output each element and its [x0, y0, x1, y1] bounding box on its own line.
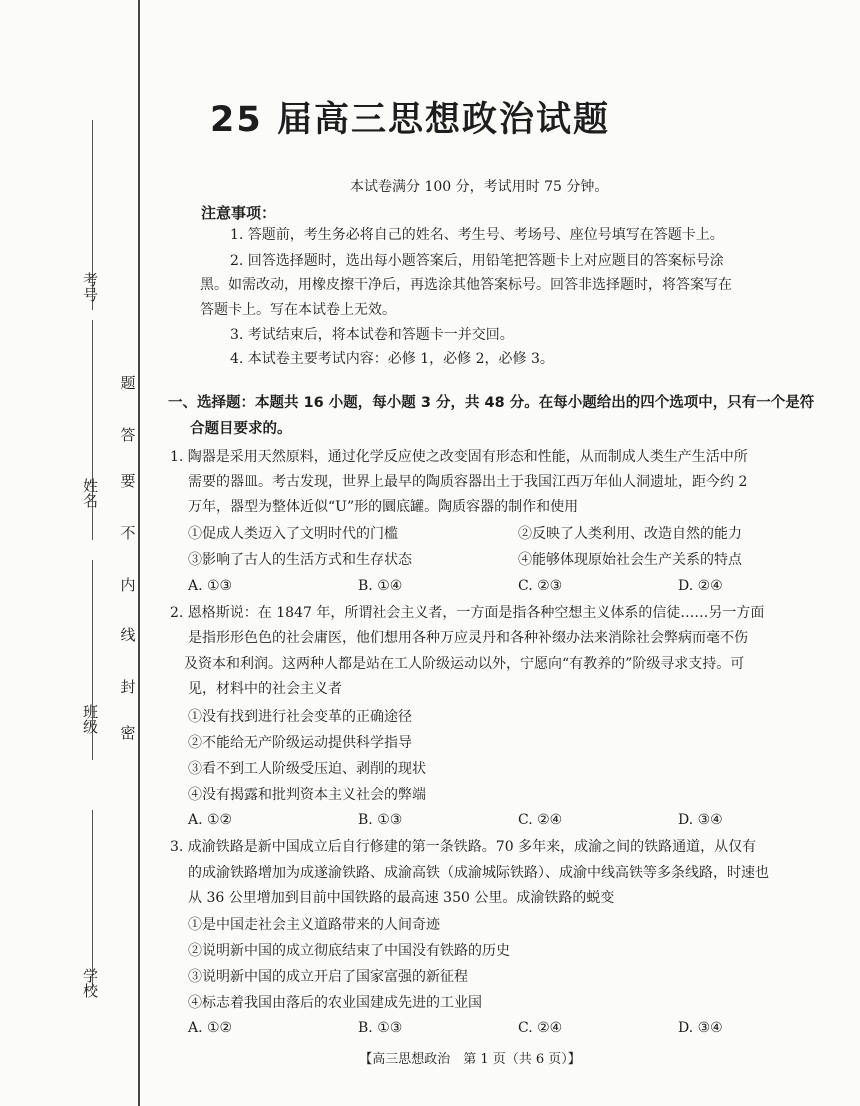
- question-3-option: C. ②④: [518, 1020, 563, 1036]
- question-3-statement: ④标志着我国由落后的农业国建成先进的工业国: [188, 995, 482, 1011]
- seal-char: 线: [120, 626, 136, 644]
- question-2-line: 是指形形色色的社会庸医，他们想用各种万应灵丹和各种补缀办法来消除社会弊病而毫不伤: [188, 630, 748, 646]
- notice-line: 4. 本试卷主要考试内容：必修 1，必修 2，必修 3。: [230, 351, 554, 367]
- question-1-statement: ③影响了古人的生活方式和生存状态: [188, 552, 412, 568]
- question-2-option: C. ②④: [518, 812, 563, 828]
- question-2-line: 及资本和利润。这两种人都是站在工人阶级运动以外，宁愿向“有教养的”阶级寻求支持。可: [184, 656, 745, 672]
- question-3-statement: ①是中国走社会主义道路带来的人间奇迹: [188, 917, 440, 933]
- page-footer: 【高三思想政治 第 1 页（共 6 页）】: [359, 1052, 581, 1067]
- seal-char: 封: [120, 678, 136, 696]
- question-1-option: A. ①③: [188, 578, 233, 594]
- binding-margin: [0, 0, 160, 1106]
- seal-char: 密: [120, 724, 136, 742]
- page-title: 25 届高三思想政治试题: [210, 100, 610, 140]
- question-2-option: B. ①③: [358, 812, 403, 828]
- exam-info: 本试卷满分 100 分，考试用时 75 分钟。: [350, 179, 609, 195]
- question-2-option: A. ①②: [188, 812, 233, 828]
- question-1-line: 需要的器皿。考古发现，世界上最早的陶质容器出土于我国江西万年仙人洞遗址，距今约 2: [188, 474, 748, 490]
- notice-line: 1. 答题前，考生务必将自己的姓名、考生号、考场号、座位号填写在答题卡上。: [230, 227, 724, 243]
- question-3-statement: ②说明新中国的成立彻底结束了中国没有铁路的历史: [188, 943, 510, 959]
- notice-line: 2. 回答选择题时，选出每小题答案后，用铅笔把答题卡上对应题目的答案标号涂: [230, 253, 724, 269]
- question-3-statement: ③说明新中国的成立开启了国家富强的新征程: [188, 969, 468, 985]
- section-heading-cont: 合题目要求的。: [190, 421, 292, 437]
- question-1-line: 万年，器型为整体近似“U”形的圜底罐。陶质容器的制作和使用: [188, 499, 579, 515]
- question-3-line: 3. 成渝铁路是新中国成立后自行修建的第一条铁路。70 多年来，成渝之间的铁路通道，从仅有: [170, 839, 757, 855]
- question-2-statement: ②不能给无产阶级运动提供科学指导: [188, 735, 412, 751]
- question-2-statement: ④没有揭露和批判资本主义社会的弊端: [188, 787, 426, 803]
- question-1-statement: ②反映了人类利用、改造自然的能力: [518, 526, 742, 542]
- question-1-option: C. ②③: [518, 578, 563, 594]
- question-1-statement: ①促成人类迈入了文明时代的门槛: [188, 526, 398, 542]
- binding-rule: [138, 0, 140, 1106]
- question-3-option: B. ①③: [358, 1020, 403, 1036]
- question-2-line: 见，材料中的社会主义者: [188, 681, 342, 697]
- question-3-option: A. ①②: [188, 1020, 233, 1036]
- candidate-number-label: 考号: [81, 272, 99, 302]
- notice-line: 黑。如需改动，用橡皮擦干净后，再选涂其他答案标号。回答非选择题时，将答案写在: [200, 277, 732, 293]
- seal-char: 内: [120, 576, 136, 594]
- question-2-line: 2. 恩格斯说：在 1847 年，所谓社会主义者，一方面是指各种空想主义体系的信徒……另一方面: [170, 605, 765, 621]
- school-line: [92, 810, 93, 990]
- question-1-statement: ④能够体现原始社会生产关系的特点: [518, 552, 742, 568]
- question-2-option: D. ③④: [678, 812, 723, 828]
- section-heading: 一、选择题：本题共 16 小题，每小题 3 分，共 48 分。在每小题给出的四个选项中，只有一个是符: [168, 395, 815, 411]
- notice-line: 答题卡上。写在本试卷上无效。: [200, 302, 396, 318]
- school-label: 学校: [81, 968, 99, 998]
- notice-heading: 注意事项：: [201, 204, 277, 222]
- seal-char: 不: [120, 524, 136, 542]
- question-3-line: 的成渝铁路增加为成遂渝铁路、成渝高铁（成渝城际铁路）、成渝中线高铁等多条线路，时速也: [188, 865, 769, 881]
- question-2-statement: ①没有找到进行社会变革的正确途径: [188, 709, 412, 725]
- seal-char: 题: [120, 374, 136, 392]
- name-label: 姓名: [81, 478, 99, 508]
- question-3-option: D. ③④: [678, 1020, 723, 1036]
- notice-line: 3. 考试结束后，将本试卷和答题卡一并交回。: [230, 327, 514, 343]
- seal-char: 要: [120, 472, 136, 490]
- seal-char: 答: [120, 426, 136, 444]
- question-2-statement: ③看不到工人阶级受压迫、剥削的现状: [188, 761, 426, 777]
- question-1-option: D. ②④: [678, 578, 723, 594]
- question-1-option: B. ①④: [358, 578, 403, 594]
- question-1-line: 1. 陶器是采用天然原料，通过化学反应使之改变固有形态和性能，从而制成人类生产生活中所: [170, 449, 748, 465]
- class-label: 班级: [81, 704, 99, 734]
- question-3-line: 从 36 公里增加到目前中国铁路的最高速 350 公里。成渝铁路的蜕变: [188, 890, 615, 906]
